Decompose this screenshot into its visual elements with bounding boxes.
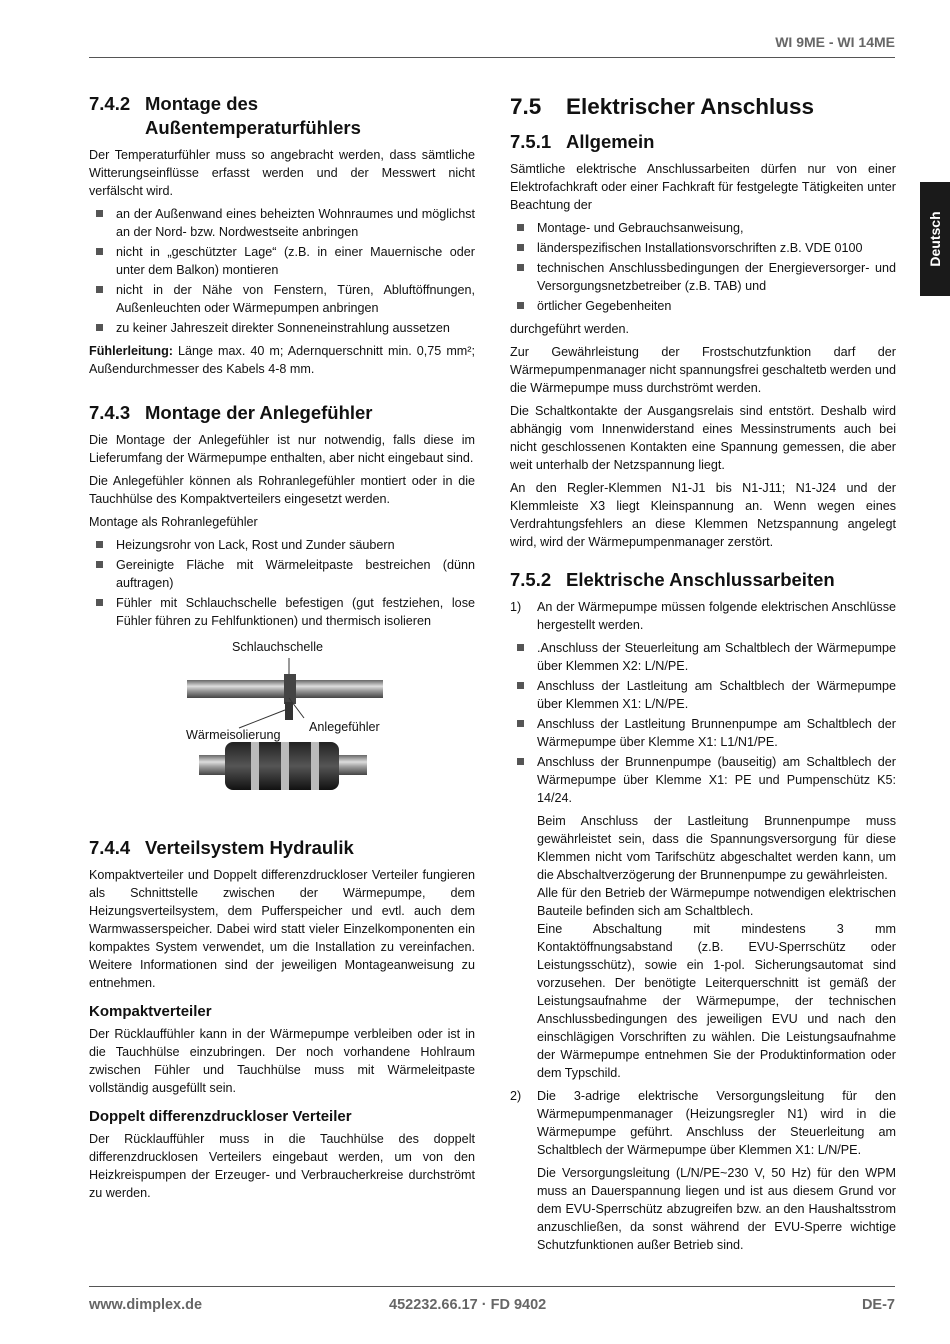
indented-paragraph: Alle für den Betrieb der Wärmepumpe notwendigen elektrischen Bauteile befinden sich am Schaltblech. [537,886,896,918]
subheading-kompaktverteiler: Kompaktverteiler [89,1003,212,1020]
heading-7-5 [510,92,896,122]
bullet-list [89,536,475,630]
list-item-step-1 [510,598,896,634]
cable-text: Länge max. 40 m; Adernquerschnitt min. 0,75 mm²; Außendurchmesser des Kabels 4-8 mm. [89,344,475,376]
heading-7-5-2 [510,568,896,592]
list-item: Anschluss der Lastleitung Brunnenpumpe am Schaltblech der Wärmepumpe über Klemme X1: L1/N1/PE. [510,715,896,751]
step-number: 2) [510,1089,522,1103]
list-item: Montage- und Gebrauchsanweisung, [510,219,896,237]
heading-number: 7.4.3 [89,402,131,423]
paragraph: Der Rücklauffühler muss in die Tauchhülse des doppelt differenzdrucklosen Verteilers eingebaut werden, um von den Heizkreispumpen der Erzeuger- und Verbraucherkreise durchströmt zu werden. [89,1132,475,1200]
heading-7-4-3 [89,401,475,425]
header-title: WI 9ME - WI 14ME [775,34,895,50]
cable-label: Fühlerleitung: [89,344,173,358]
paragraph: An den Regler-Klemmen N1-J1 bis N1-J11; N1-J24 und der Klemmleiste X3 liegt Kleinspannung an. Wenn wegen eines Verdrahtungsfehlers an diese Klemmen Netzspannung angelegt wird, wird der Wärmepumpenmanager zerstört. [510,481,896,549]
list-item: nicht in „geschützter Lage“ (z.B. in einer Mauernische oder unter dem Balkon) montieren [89,243,475,279]
footer-page-number: DE-7 [861,1297,895,1313]
language-tab [920,182,950,296]
list-item: zu keiner Jahreszeit direkter Sonneneinstrahlung aussetzen [89,319,475,337]
footer-doc-number: 452232.66.17 · FD 9402 [389,1297,547,1313]
list-item: Fühler mit Schlauchschelle befestigen (gut festziehen, lose Fühler führen zu Fehlfunktionen) und thermisch isolieren [89,594,475,630]
paragraph: Montage als Rohranlegefühler [89,515,258,529]
numbered-list [510,598,896,634]
paragraph: Der Temperaturfühler muss so angebracht werden, dass sämtliche Witterungseinflüsse erfasst werden und der Messwert nicht verfälscht wird. [89,148,475,198]
paragraph: Sämtliche elektrische Anschlussarbeiten dürfen nur von einer Elektrofachkraft oder einer Fachkraft für festgelegte Tätigkeiten unter Beachtung der [510,162,896,212]
step-text: Die 3-adrige elektrische Versorgungsleitung für den Wärmepumpenmanager (Heizungsregler N1) wird in die Wärmepumpe geführt. Anschluss der Steuerleitung am Schaltblech der Wärmepumpe über Klemmen X1: L/N/PE. [537,1089,896,1157]
bullet-list [89,205,475,337]
heading-text: Montage des [145,93,259,114]
language-tab-label: Deutsch [927,211,943,267]
heading-text-continued: Außentemperaturfühlers [145,117,361,138]
list-item: Anschluss der Brunnenpumpe (bauseitig) am Schaltblech der Wärmepumpe über Klemme X1: PE und Pumpenschütz K5: 14/24. [510,753,896,807]
bullet-list [510,639,896,807]
paragraph: Die Montage der Anlegefühler ist nur notwendig, falls diese im Lieferumfang der Wärmepumpe enthalten, aber nicht eingebaut sind. [89,433,475,465]
heading-text: Elektrische Anschlussarbeiten [566,569,835,590]
heading-number: 7.5.2 [510,569,552,590]
subheading-doppelt-verteiler: Doppelt differenzdruckloser Verteiler [89,1108,352,1125]
pipe-sensor-figure [89,638,475,818]
left-column [89,92,475,1207]
heading-7-4-2 [89,92,475,140]
list-item: .Anschluss der Steuerleitung am Schaltblech der Wärmepumpe über Klemmen X2: L/N/PE. [510,639,896,675]
list-item: Anschluss der Lastleitung am Schaltblech der Wärmepumpe über Klemmen X1: L/N/PE. [510,677,896,713]
heading-number: 7.4.2 [89,93,131,114]
heading-number: 7.4.4 [89,837,131,858]
heading-text: Montage der Anlegefühler [145,402,373,423]
footer-website: www.dimplex.de [89,1297,203,1313]
page-footer [89,1286,895,1317]
heading-text: Elektrischer Anschluss [566,94,815,119]
step-number: 1) [510,600,522,614]
heading-number: 7.5 [510,94,542,119]
paragraph: durchgeführt werden. [510,322,630,336]
list-item: örtlicher Gegebenheiten [510,297,896,315]
heading-text: Allgemein [566,131,655,152]
indented-paragraph: Eine Abschaltung mit mindestens 3 mm Kontaktöffnungsabstand (z.B. EVU-Sperrschütz oder Leistungsschütz), sowie ein 1-pol. Sicherungsautomat sind vorzusehen. Der benötigte Leiterquerschnitt ist gemäß der Leistungsaufnahme der Wärmepumpe, der technischen Anschlussbedingungen des jeweiligen EVU und nach den einschlägigen Vorschriften zu wählen. Die Leistungsaufnahme der Wärmepumpe entnehmen Sie der Produktinformation oder dem Typschild. [537,922,896,1080]
paragraph: Der Rücklauffühler kann in der Wärmepumpe verbleiben oder ist in die Tauchhülse einzubringen. Der noch vorhandene Hohlraum zwischen Fühler und Tauchhülse muss mit Wärmeleitpaste vollständig ausgefüllt sein. [89,1027,475,1095]
list-item: nicht in der Nähe von Fenstern, Türen, Abluftöffnungen, Außenleuchten oder Wärmepumpen anbringen [89,281,475,317]
list-item: Gereinigte Fläche mit Wärmeleitpaste bestreichen (dünn auftragen) [89,556,475,592]
paragraph: Kompaktverteiler und Doppelt differenzdruckloser Verteiler fungieren als Schnittstelle zwischen der Wärmepumpe, dem Heizungsverteilsystem, dem Pufferspeicher und evtl. auch dem Warmwasserspeicher. Dabei wird statt vieler Einzelkomponenten ein kompaktes System verwendet, um die Installation zu vereinfachen. Weitere Informationen sind der jeweiligen Montageanweisung zu entnehmen. [89,868,475,990]
heading-text: Verteilsystem Hydraulik [145,837,354,858]
indented-paragraph: Die Versorgungsleitung (L/N/PE~230 V, 50 Hz) für den WPM muss an Dauerspannung liegen und ist aus diesem Grund vor dem EVU-Sperrschütz abzugreifen bzw. an den Haushaltsstrom anzuschließen, da sonst während der EVU-Sperre wichtige Schutzfunktionen außer Betrieb sind. [537,1166,896,1252]
paragraph: Zur Gewährleistung der Frostschutzfunktion darf der Wärmepumpenmanager nicht spannungsfrei geschaltetb werden und die Wärmepumpe muss durchströmt werden. [510,345,896,395]
list-item: an der Außenwand eines beheizten Wohnraumes und möglichst an der Nord- bzw. Nordwestseite anbringen [89,205,475,241]
pipe-illustration [89,638,475,818]
heading-number: 7.5.1 [510,131,552,152]
list-item: technischen Anschlussbedingungen der Energieversorger- und Versorgungsnetzbetreiber (z.B. TAB) und [510,259,896,295]
page-header [89,30,895,58]
label-sensor: Anlegefühler [309,720,380,734]
numbered-list [510,1087,896,1159]
list-item: Heizungsrohr von Lack, Rost und Zunder säubern [89,536,475,554]
indented-paragraph: Beim Anschluss der Lastleitung Brunnenpumpe muss gewährleistet sein, dass die Spannungsversorgung für diese Klemmen nicht vom Tarifschütz abgeschaltet werden kann, um die Abschaltverzögerung der Brunnenpumpe zu gewährleisten. [537,814,896,882]
right-column [510,92,896,1254]
step-text: An der Wärmepumpe müssen folgende elektrischen Anschlüsse hergestellt werden. [537,600,896,632]
label-clamp: Schlauchschelle [232,640,324,654]
list-item-step-2 [510,1087,896,1159]
heading-7-5-1 [510,130,896,154]
paragraph: Die Schaltkontakte der Ausgangsrelais sind entstört. Deshalb wird abhängig vom Innenwiderstand eines Messinstruments auch bei nicht geschlossenen Kontakten eine Spannung gemessen, die aber weit unterhalb der Netzspannung liegt. [510,404,896,472]
paragraph: Die Anlegefühler können als Rohranlegefühler montiert oder in die Tauchhülse des Kompaktverteilers eingesetzt werden. [89,474,475,506]
bullet-list [510,219,896,315]
heading-7-4-4 [89,836,475,860]
label-insulation: Wärmeisolierung [186,728,281,742]
paragraph-cable [89,342,475,378]
list-item: länderspezifischen Installationsvorschriften z.B. VDE 0100 [510,239,896,257]
